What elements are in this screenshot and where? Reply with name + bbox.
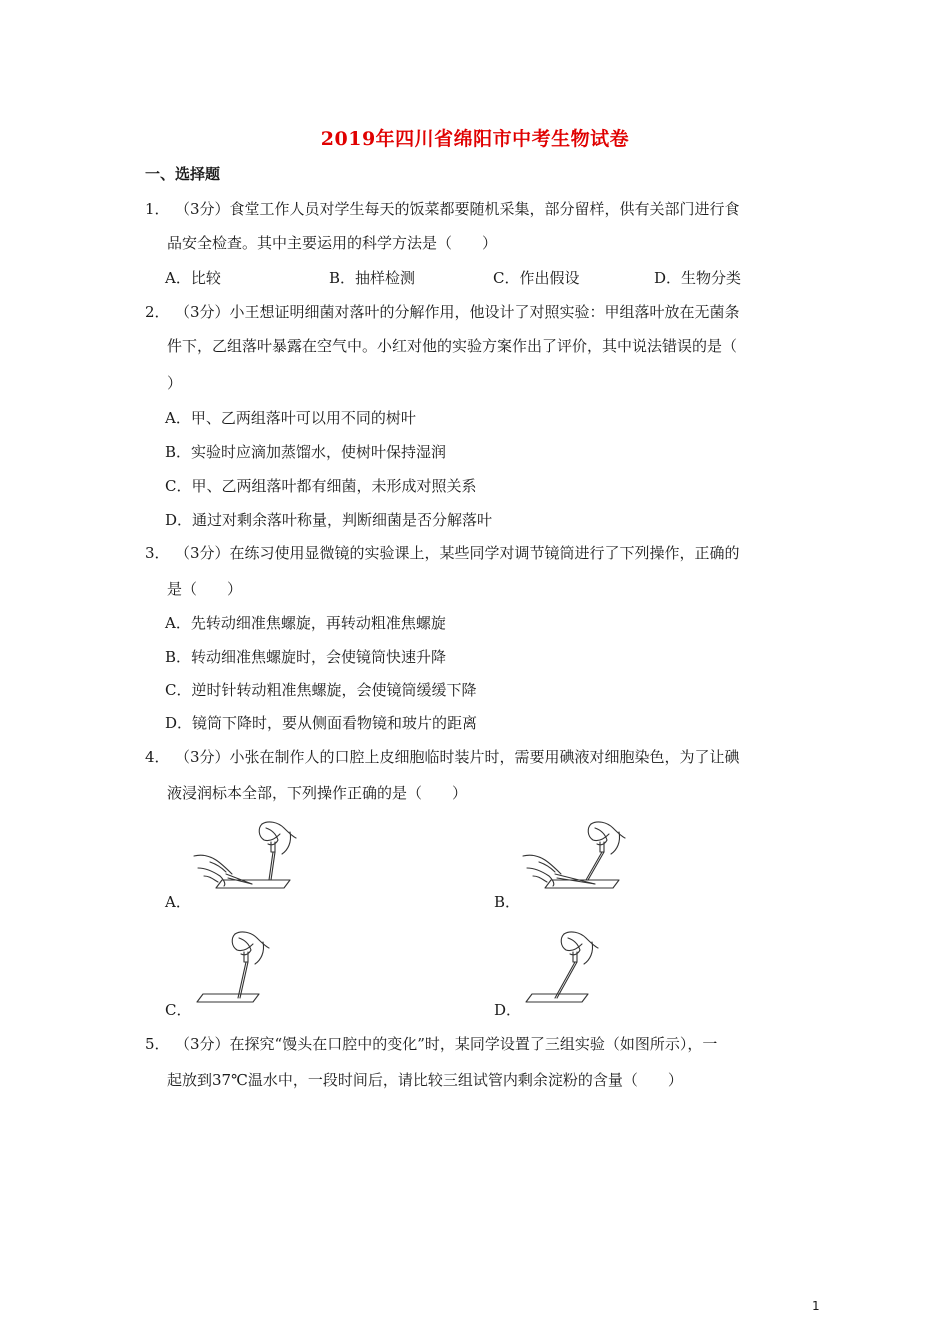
option-b: B．实验时应滴加蒸馏水，使树叶保持湿润	[165, 443, 447, 461]
figure-a-dropper-tweezers	[192, 818, 302, 902]
option-c: C．	[165, 1001, 192, 1019]
figure-d-dropper	[524, 928, 604, 1008]
option-b: B．	[494, 893, 521, 911]
option-a: A．甲、乙两组落叶可以用不同的树叶	[165, 409, 416, 427]
option-d: D．镜筒下降时，要从侧面看物镜和玻片的距离	[165, 714, 478, 732]
question-stem: ）	[167, 374, 183, 392]
question-number: 5．	[145, 1035, 170, 1053]
question-stem: 液浸润标本全部，下列操作正确的是（ ）	[167, 784, 468, 802]
figure-b-dropper-tweezers	[521, 818, 631, 902]
option-a: A．先转动细准焦螺旋，再转动粗准焦螺旋	[165, 614, 446, 632]
option-b: B．转动细准焦螺旋时，会使镜筒快速升降	[165, 648, 447, 666]
question-number: 3．	[145, 544, 170, 562]
question-stem: 是（ ）	[167, 580, 243, 598]
option-d: D．通过对剩余落叶称量，判断细菌是否分解落叶	[165, 511, 493, 529]
option-c: C．逆时针转动粗准焦螺旋，会使镜筒缓缓下降	[165, 681, 477, 699]
question-number: 4．	[145, 748, 170, 766]
option-a: A．	[165, 893, 191, 911]
option-c: C．作出假设	[493, 269, 580, 287]
figure-c-dropper	[195, 928, 275, 1008]
question-number: 2．	[145, 303, 170, 321]
question-stem: （3分）小张在制作人的口腔上皮细胞临时装片时，需要用碘液对细胞染色，为了让碘	[175, 748, 740, 766]
question-number: 1．	[145, 200, 170, 218]
question-stem: （3分）在探究“馒头在口腔中的变化”时，某同学设置了三组实验（如图所示），一	[175, 1035, 718, 1053]
option-a: A．比较	[165, 269, 221, 287]
question-stem: 件下，乙组落叶暴露在空气中。小红对他的实验方案作出了评价，其中说法错误的是（	[167, 337, 738, 355]
question-stem: （3分）小王想证明细菌对落叶的分解作用，他设计了对照实验：甲组落叶放在无菌条	[175, 303, 740, 321]
option-c: C．甲、乙两组落叶都有细菌，未形成对照关系	[165, 477, 477, 495]
question-stem: 品安全检查。其中主要运用的科学方法是（ ）	[167, 234, 498, 252]
page-title: 2019年四川省绵阳市中考生物试卷	[320, 128, 630, 150]
question-stem: 起放到37℃温水中，一段时间后，请比较三组试管内剩余淀粉的含量（ ）	[167, 1071, 683, 1089]
section-heading: 一、选择题	[145, 165, 221, 183]
option-d: D．生物分类	[654, 269, 742, 287]
option-d: D．	[494, 1001, 522, 1019]
page-number: 1	[812, 1299, 820, 1313]
question-stem: （3分）食堂工作人员对学生每天的饭菜都要随机采集，部分留样，供有关部门进行食	[175, 200, 740, 218]
option-b: B．抽样检测	[329, 269, 416, 287]
question-stem: （3分）在练习使用显微镜的实验课上，某些同学对调节镜筒进行了下列操作，正确的	[175, 544, 740, 562]
